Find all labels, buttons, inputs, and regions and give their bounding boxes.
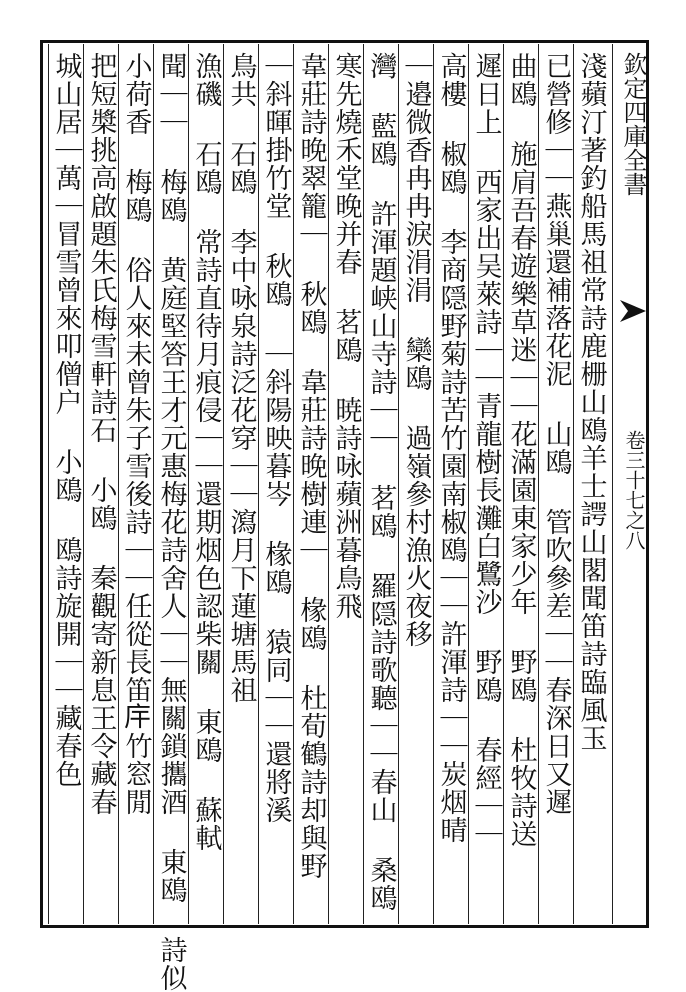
text-column: 已營修｜｜燕巢還補落花泥 山鴎 管吹參差｜｜春深日又遲	[540, 52, 572, 816]
text-column: 寒先燒禾堂晚并春 茗鴎 暁詩咏蘋洲暮鳥飛	[330, 52, 362, 620]
text-column: 灣 藍鴎 許渾題峡山寺詩｜｜ 茗鴎 羅隠詩歌聽｜｜春山 桑鴎	[365, 52, 397, 912]
fish-tail-mark-icon	[618, 296, 648, 326]
column-rule	[433, 44, 434, 924]
text-column: 城山居｜萬｜冒雪曾來叩僧户 小鴎 鴎詩旋開｜｜藏春色	[50, 52, 82, 788]
column-rule	[188, 44, 189, 924]
text-column: 韋莊詩晚翠籠｜ 秋鴎 韋莊詩晚樹連｜ 椽鴎 杜荀鶴詩却與野	[295, 52, 327, 880]
column-rule	[328, 44, 329, 924]
column-rule	[363, 44, 364, 924]
column-rule	[468, 44, 469, 924]
text-column: 漁磯 石鴎 常詩直待月痕侵｜｜還期烟色認柴關 東鴎 蘇軾	[190, 52, 222, 852]
column-rule	[153, 44, 154, 924]
margin-rule	[612, 44, 613, 924]
column-rule	[83, 44, 84, 924]
text-column: 聞｜｜ 梅鴎 黄庭堅答王才元惠梅花詩舍人｜｜無關鎖攜酒 東鴎 詩似	[155, 52, 187, 992]
column-rule	[398, 44, 399, 924]
column-rule	[293, 44, 294, 924]
column-rule	[223, 44, 224, 924]
text-column: 曲鴎 施肩吾春遊樂草迷｜｜花滿園東家少年 野鴎 杜牧詩送	[505, 52, 537, 848]
text-column: 小荷香 梅鴎 俗人來未曾朱子雪後詩｜｜任從長笛𢇛竹窓閒	[120, 52, 152, 816]
header-title: 欽定四庫全書	[619, 52, 647, 196]
text-column: 高樓 椒鴎 李商隠野菊詩苦竹園南椒鴎｜｜許渾詩｜｜炭烟晴	[435, 52, 467, 844]
text-column: 把短槳挑高啟題朱氏梅雪軒詩石 小鴎 秦觀寄新息王令藏春	[85, 52, 117, 816]
text-column: ｜斜暉掛竹堂 秋鴎 ｜斜陽映暮岑 椽鴎 猿同｜｜還將溪	[260, 52, 292, 824]
column-rule	[48, 44, 49, 924]
text-column: 淺蘋汀著釣船馬祖常詩鹿栅山鴎羊士諤山閣聞笛詩臨風玉	[575, 52, 607, 752]
column-rule	[118, 44, 119, 924]
text-column: 鳥共 石鴎 李中咏泉詩泛花穿｜｜瀉月下蓮塘馬祖	[225, 52, 257, 704]
volume-label: 卷三十七之八	[622, 430, 646, 550]
column-rule	[258, 44, 259, 924]
column-rule	[538, 44, 539, 924]
text-column: 遲日上 西家出吴萊詩｜｜青龍樹長灘白鷺沙 野鴎 春經｜｜	[470, 52, 502, 848]
text-column: ｜邉微香冉冉淚涓涓 欒鴎 過嶺參村漁火夜移	[400, 52, 432, 648]
column-rule	[573, 44, 574, 924]
column-rule	[503, 44, 504, 924]
